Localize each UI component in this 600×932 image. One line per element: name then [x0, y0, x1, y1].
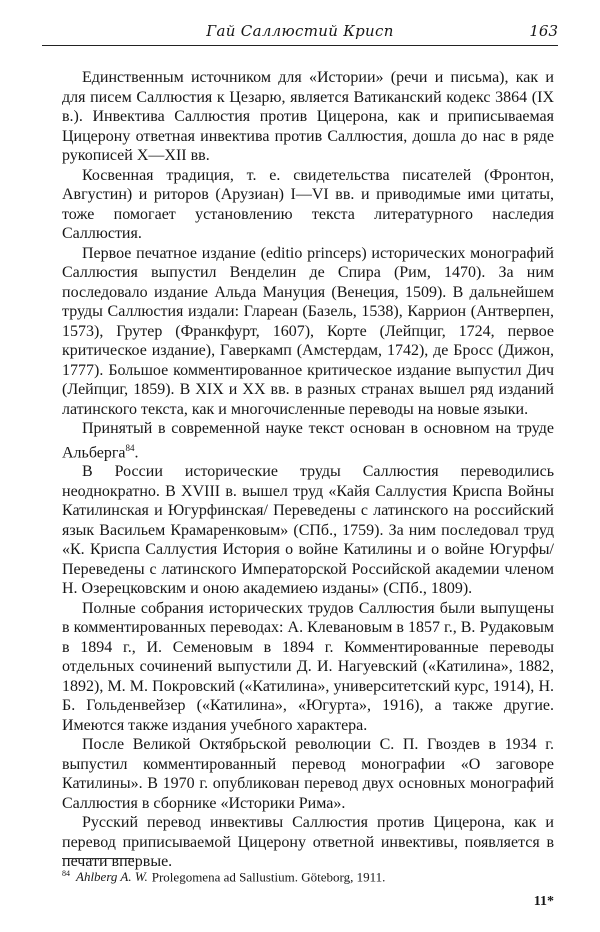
footnote-reference[interactable]: 84 [125, 442, 135, 453]
paragraph-russian-translations: В России исторические труды Саллюстия переводились неоднократно. В XVIII в. вышел труд «Кайя Саллустия Криспа Войны Катилинская и Югурфинская/ Переведены с латинского на российский язык Васильем Крамаренковым» (СПб., 1759). За ним последовал труд «К. Криспа Саллустия История о войне Катилины и о войне Югурфы/ Переведены с латинского Императорской Российской академии членом Н. Озерецковским и оною академиею изданы» (СПб., 1809). [62, 463, 554, 598]
paragraph-modern-text-body: Принятый в современной науке текст основан в основном на труде Альберга [62, 420, 554, 461]
footnote-rule [62, 858, 134, 859]
footnote-number: 84 [62, 869, 70, 878]
paragraph-vatican-codex: Единственным источником для «Истории» (речи и письма), как и для писем Саллюстия к Цезарю, является Ватиканский кодекс 3864 (IX в.). Инвектива Саллюстия против Цицерона, как и приписываемая Цицерону ответная инвектива против Саллюстия, дошла до нас в ряде рукописей X—XII вв. [62, 69, 554, 164]
signature-mark: 11* [533, 894, 554, 909]
paragraph-first-publication: Русский перевод инвективы Саллюстия против Цицерона, как и перевод приписываемой Цицерону ответной инвективы, появляется в печати впервые. [62, 814, 554, 871]
main-text [62, 68, 554, 872]
paragraph-complete-collections: Полные собрания исторических трудов Саллюстия были выпущены в комментированных переводах: А. Клевановым в 1857 г., В. Рудаковым в 1894 г., И. Семеновым в 1894 г. Комментированные переводы отдельных сочинений выпустили Д. И. Нагуевский («Катилина», 1882, 1892), М. М. Покровский («Катилина», университетский курс, 1914), Н. Б. Гольденвейзер («Катилина», «Югурта», 1916), а также другие. Имеются также издания учебного характера. [62, 599, 554, 734]
paragraph-modern-text: Принятый в современной науке текст основан в основном на труде Альберга$^{84}$. [62, 420, 554, 461]
footnote-text: Prolegomena ad Sallustium. Göteborg, 1911. [151, 869, 386, 885]
paragraph-indirect-tradition: Косвенная традиция, т. е. свидетельства писателей (Фронтон, Августин) и риторов (Арузиан) I—VI вв. и приводимые ими цитаты, тоже помогает установлению текста литературного наследия Саллюстия. [62, 166, 554, 242]
running-title: Гай Саллюстий Крисп [206, 22, 394, 40]
header-rule [42, 45, 558, 46]
page-number: 163 [529, 22, 558, 40]
paragraph-after-revolution: После Великой Октябрьской революции С. П. Гвоздев в 1934 г. выпустил комментированный перевод монографии «О заговоре Катилины». В 1970 г. опубликован перевод двух основных монографий Саллюстия в сборнике «Историки Рима». [62, 736, 554, 812]
running-header [42, 20, 558, 46]
footnote [62, 866, 554, 885]
paragraph-printed-editions: Первое печатное издание (editio princeps) исторических монографий Саллюстия выпустил Венделин де Спира (Рим, 1470). За ним последовало издание Альда Мануция (Венеция, 1509). В дальнейшем труды Саллюстия издали: Глареан (Базель, 1538), Каррион (Антверпен, 1573), Грутер (Франкфурт, 1607), Корте (Лейпциг, 1724, первое критическое издание), Гаверкамп (Амстердам, 1742), де Бросс (Дижон, 1777). Большое комментированное критическое издание выпустил Дич (Лейпциг, 1859). В XIX и XX вв. в разных странах вышел ряд изданий латинского текста, как и многочисленные переводы на новые языки. [62, 244, 554, 418]
footnote-author: Ahlberg A. W. [76, 869, 148, 885]
